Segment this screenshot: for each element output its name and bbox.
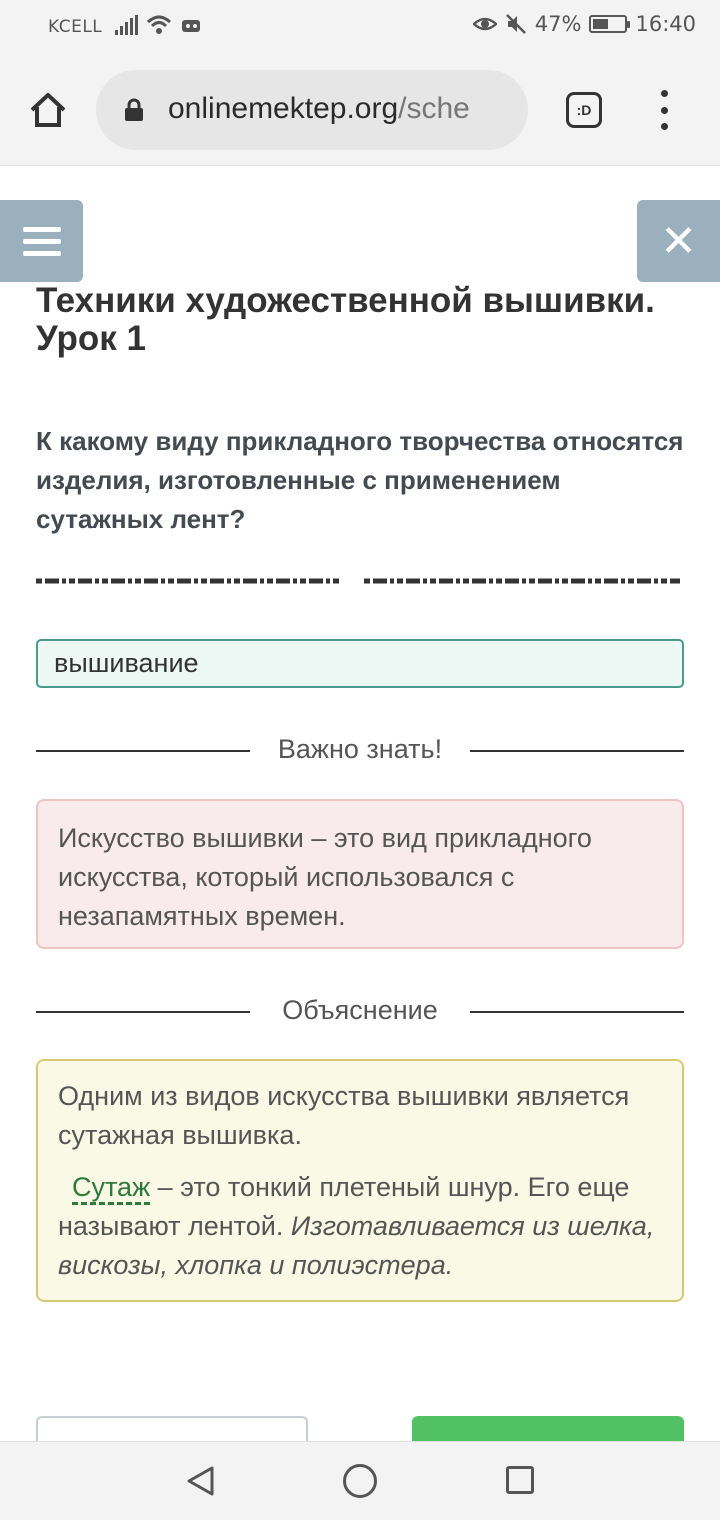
close-button[interactable] — [637, 200, 720, 282]
important-divider — [36, 730, 684, 770]
system-nav-bar — [0, 1441, 720, 1520]
explanation-text: – это тонкий плетеный шнур. Его еще называют лентой. — [58, 1172, 630, 1241]
important-note: Искусство вышивки – это вид прикладного искусства, который использовался с незапамятных времен. — [36, 799, 684, 949]
carrier-name: KCELL — [48, 17, 103, 37]
divider-line — [470, 750, 684, 752]
hamburger-icon-bar — [23, 239, 61, 244]
status-icons-right — [473, 12, 696, 36]
url-domain: onlinemektep.org — [168, 92, 399, 125]
mute-icon — [505, 13, 527, 35]
battery-icon — [589, 15, 627, 33]
home-icon[interactable] — [26, 88, 70, 132]
explanation-box — [36, 1059, 684, 1302]
browser-toolbar — [0, 56, 720, 166]
wifi-icon — [146, 14, 172, 36]
explanation-paragraph-2 — [58, 1168, 662, 1285]
url-path: /sche — [398, 92, 470, 125]
menu-dots-icon[interactable] — [654, 90, 674, 130]
important-heading: Важно знать! — [277, 734, 443, 764]
battery-level — [593, 19, 607, 29]
hamburger-icon-bar — [23, 251, 61, 256]
address-bar[interactable] — [96, 70, 528, 150]
recent-square-icon[interactable] — [506, 1466, 534, 1494]
clock: 16:40 — [635, 12, 696, 36]
home-circle-icon[interactable] — [343, 1464, 377, 1498]
status-icons-left — [114, 14, 202, 36]
glossary-term-link[interactable]: Сутаж — [72, 1172, 150, 1205]
tabs-button[interactable]: :D — [566, 92, 602, 128]
notification-icon — [180, 14, 202, 36]
hamburger-icon-bar — [23, 227, 61, 232]
status-bar — [0, 0, 720, 56]
page-title: Техники художественной вышивки. Урок 1 — [36, 281, 655, 358]
eye-icon — [473, 14, 497, 34]
close-icon: ✕ — [660, 215, 697, 267]
explanation-paragraph-1: Одним из видов искусства вышивки является сутажная вышивка. — [58, 1081, 630, 1150]
explanation-heading: Объяснение — [282, 995, 438, 1025]
answer-placeholder-dashes — [36, 578, 680, 584]
url-text — [168, 92, 516, 126]
answer-option[interactable]: вышивание — [36, 639, 684, 688]
lock-icon — [124, 98, 144, 122]
battery-percent: 47% — [534, 12, 582, 36]
explanation-italic-text: Изготавливается из шелка, вискозы, хлопка и полиэстера. — [58, 1211, 655, 1280]
signal-icon — [114, 14, 138, 36]
question-text: К какому виду прикладного творчества относятся изделия, изготовленные с применением сутажных лент? — [36, 426, 684, 534]
divider-line — [470, 1011, 684, 1013]
back-triangle-icon[interactable] — [184, 1464, 218, 1498]
explanation-divider — [36, 991, 684, 1031]
hamburger-menu-button[interactable] — [0, 200, 83, 282]
